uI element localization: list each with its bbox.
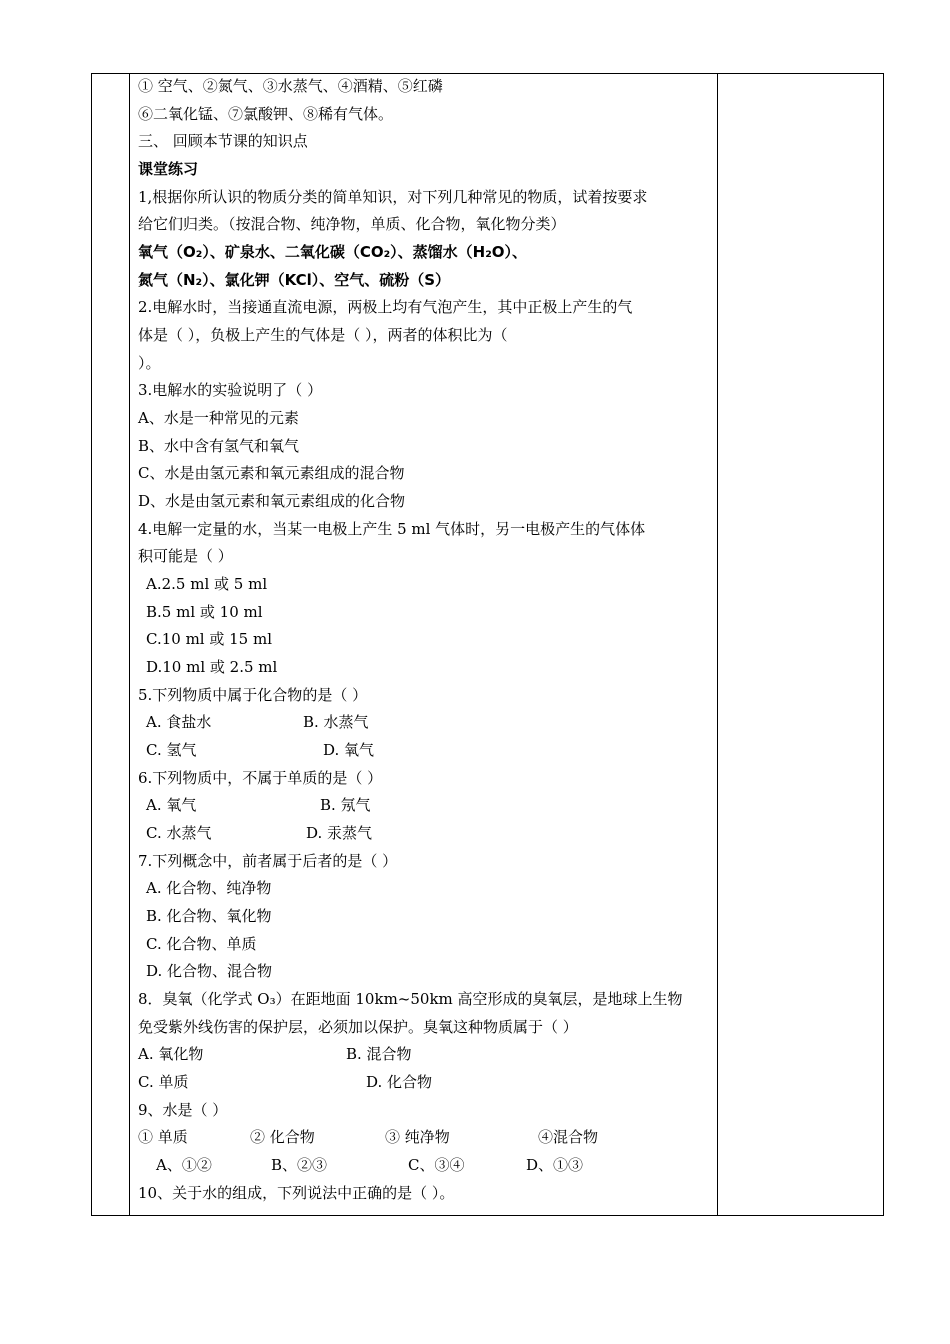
text-line: ① 空气、②氮气、③水蒸气、④酒精、⑤红磷 <box>138 77 443 95</box>
option: A. 食盐水 <box>146 713 212 731</box>
question-3: 3.电解水的实验说明了（ ） <box>138 381 323 399</box>
question-9: 9、水是（ ） <box>138 1101 228 1119</box>
option: B.5 ml 或 10 ml <box>146 603 263 621</box>
option: D. 化合物 <box>366 1073 433 1091</box>
text-line: ）。 <box>138 354 161 372</box>
option: A、①② <box>156 1156 212 1174</box>
option: C、水是由氢元素和氧元素组成的混合物 <box>138 464 405 482</box>
option: C. 水蒸气 <box>146 824 212 842</box>
text-line: 免受紫外线伤害的保护层，必须加以保护。臭氧这种物质属于（ ） <box>138 1018 578 1036</box>
option: C、③④ <box>408 1156 465 1174</box>
text-line: 积可能是（ ） <box>138 547 233 565</box>
text-line: ⑥二氧化锰、⑦氯酸钾、⑧稀有气体。 <box>138 105 394 123</box>
question-5: 5.下列物质中属于化合物的是（ ） <box>138 686 368 704</box>
option: C. 氢气 <box>146 741 197 759</box>
option: A. 化合物、纯净物 <box>146 879 272 897</box>
substance-list: 氮气（N₂）、氯化钾（KCl）、空气、硫粉（S） <box>138 271 451 289</box>
option: B. 水蒸气 <box>303 713 369 731</box>
question-1: 1,根据你所认识的物质分类的简单知识，对下列几种常见的物质，试着按要求 <box>138 188 648 206</box>
text-line: 体是（ ），负极上产生的气体是（ ），两者的体积比为（ <box>138 326 508 344</box>
option: A、水是一种常见的元素 <box>138 409 299 427</box>
option: ① 单质 <box>138 1128 188 1146</box>
option: A. 氧气 <box>146 796 197 814</box>
option: ④混合物 <box>538 1128 599 1146</box>
question-10: 10、关于水的组成，下列说法中正确的是（ ）。 <box>138 1184 455 1202</box>
option: D. 氧气 <box>323 741 375 759</box>
option: D. 化合物、混合物 <box>146 962 273 980</box>
option: B. 混合物 <box>346 1045 412 1063</box>
option: D、①③ <box>526 1156 584 1174</box>
question-6: 6.下列物质中，不属于单质的是（ ） <box>138 769 383 787</box>
option: D. 汞蒸气 <box>306 824 373 842</box>
option: D.10 ml 或 2.5 ml <box>146 658 278 676</box>
option: B. 化合物、氧化物 <box>146 907 272 925</box>
option: C. 化合物、单质 <box>146 935 257 953</box>
question-7: 7.下列概念中，前者属于后者的是（ ） <box>138 852 398 870</box>
option: B、水中含有氢气和氧气 <box>138 437 300 455</box>
option: B、②③ <box>271 1156 328 1174</box>
text-line: 给它们归类。（按混合物、纯净物，单质、化合物，氧化物分类） <box>138 215 566 233</box>
table-divider-right <box>717 74 718 1215</box>
option: A. 氧化物 <box>138 1045 204 1063</box>
option: B. 氖气 <box>320 796 371 814</box>
section-heading: 三、 回顾本节课的知识点 <box>138 132 308 150</box>
option: D、水是由氢元素和氧元素组成的化合物 <box>138 492 406 510</box>
option: A.2.5 ml 或 5 ml <box>146 575 268 593</box>
table-divider-left <box>129 74 130 1215</box>
question-4: 4.电解一定量的水，当某一电极上产生 5 ml 气体时，另一电极产生的气体体 <box>138 520 646 538</box>
option: C.10 ml 或 15 ml <box>146 630 272 648</box>
option: C. 单质 <box>138 1073 189 1091</box>
option: ③ 纯净物 <box>385 1128 450 1146</box>
question-8: 8．臭氧（化学式 O₃）在距地面 10km~50km 高空形成的臭氧层，是地球上生物 <box>138 990 683 1008</box>
section-title: 课堂练习 <box>138 160 199 178</box>
question-2: 2.电解水时，当接通直流电源，两极上均有气泡产生，其中正极上产生的气 <box>138 298 633 316</box>
option: ② 化合物 <box>250 1128 315 1146</box>
substance-list: 氧气（O₂）、矿泉水、二氧化碳（CO₂）、蒸馏水（H₂O）、 <box>138 243 528 261</box>
